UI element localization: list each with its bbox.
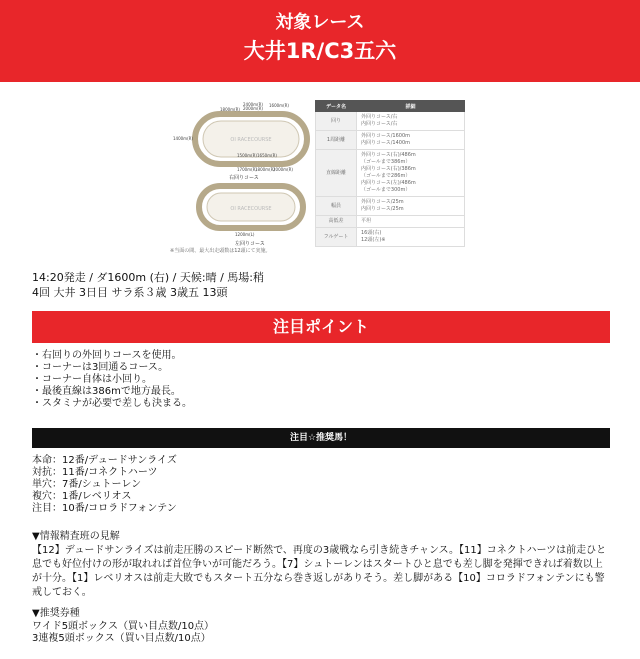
pick-watch: 注目：10番/コロラドフォンテン	[32, 503, 177, 514]
inner-course	[199, 186, 303, 247]
picks-section-title: 注目☆推奨馬！	[32, 428, 610, 448]
table-key: 回り	[316, 112, 357, 131]
table-key: 幅員	[316, 197, 357, 216]
course-info-table	[315, 100, 465, 247]
course-note: ※当面の間、最大出走頭数は12頭にて実施。	[170, 248, 271, 254]
course-logo-2: OI RACECOURSE	[230, 206, 272, 212]
list-item: ・スタミナが必要で差しも決まる。	[32, 398, 192, 409]
focus-section-title: 注目ポイント	[32, 311, 610, 343]
table-row	[316, 228, 465, 247]
race-info	[32, 270, 264, 300]
analysis-title: ▼情報精査班の見解	[32, 531, 120, 542]
picks-list	[32, 455, 177, 515]
focus-points-list	[32, 350, 192, 410]
distance-mark-2000: 2000m(R)	[243, 106, 263, 111]
bet-wide-box: ワイド5頭ボックス（買い目点数/10点）	[32, 621, 215, 632]
table-value: 外回りコース/25m 内回りコース/25m	[357, 197, 465, 216]
distance-mark-2400: 2400m(R)	[243, 102, 263, 107]
outer-course	[173, 102, 307, 181]
distance-mark-2000b: 2000m(R)	[273, 167, 293, 172]
table-key: 直線距離	[316, 150, 357, 197]
table-row	[316, 216, 465, 228]
bet-types-title: ▼推奨券種	[32, 608, 80, 619]
pick-place-dark-horse: 複穴：1番/レベリオス	[32, 491, 132, 502]
course-map	[165, 100, 310, 258]
table-key: 高低差	[316, 216, 357, 228]
bet-types-list	[32, 621, 214, 645]
table-row	[316, 112, 465, 131]
pick-dark-horse: 単穴：7番/シュトーレン	[32, 479, 142, 490]
list-item: ・右回りの外回りコースを使用。	[32, 350, 182, 361]
table-row	[316, 131, 465, 150]
table-value: 外回りコース(右)/486m （ゴールまで386m） 内回りコース(右)/386m （ゴールまで286m） 内回りコース(左)/486m （ゴールまで300m）	[357, 150, 465, 197]
table-value: 外回りコース/1600m 内回りコース/1400m	[357, 131, 465, 150]
outer-course-label: 右回りコース	[229, 175, 259, 181]
list-item: ・コーナー自体は小回り。	[32, 374, 152, 385]
pick-rival: 対抗：11番/コネクトハーツ	[32, 467, 158, 478]
bet-trio-box: 3連複5頭ボックス（買い目点数/10点）	[32, 633, 211, 644]
table-value: 平坦	[357, 216, 465, 228]
course-logo: OI RACECOURSE	[230, 137, 272, 143]
race-conditions: 14:20発走 / ダ1600m (右) / 天候:晴 / 馬場:稍	[32, 271, 264, 284]
table-row	[316, 197, 465, 216]
race-name: 大井1R/C3五六	[243, 39, 397, 63]
table-value: 外回りコース/右 内回りコース/右	[357, 112, 465, 131]
distance-mark-1200: 1200m(L)	[235, 232, 255, 237]
header-title: 対象レース	[275, 12, 365, 33]
table-row	[316, 150, 465, 197]
distance-mark-1800b: 1800m(R)	[255, 167, 275, 172]
distance-mark-1600: 1600m(R)	[269, 103, 289, 108]
table-header-row	[316, 101, 465, 112]
distance-mark-1650: 1650m(R)	[257, 153, 277, 158]
distance-mark-1400: 1400m(R)	[173, 136, 193, 141]
analysis-body: 【12】デュードサンライズは前走圧勝のスピード断然で、再度の3歳戦なら引き続きチャンス。【11】コネクトハーツは前走ひと息でも好位付けの形が取れれば首位争いが可能だろう。【7】シュトーレンはスタートひと息でも差し脚を発揮できれば着数以上が十分。【1】レベリオスは前走大敗でもスタート五分なら巻き返しがありそう。差し脚がある【10】コロラドフォンテンにも警戒しておく。	[32, 545, 607, 598]
pick-main: 本命：12番/デュードサンライズ	[32, 455, 177, 466]
race-header	[0, 0, 640, 82]
table-key: 1周距離	[316, 131, 357, 150]
distance-mark-1500: 1500m(R)	[237, 153, 257, 158]
list-item: ・コーナーは3回通るコース。	[32, 362, 169, 373]
table-header: データ名	[316, 101, 357, 112]
table-key: フルゲート	[316, 228, 357, 247]
table-value: 16頭(右) 12頭(左)※	[357, 228, 465, 247]
race-class: 4回 大井 3日目 サラ系３歳 3歳五 13頭	[32, 286, 228, 299]
distance-mark-1800: 1800m(R)	[220, 107, 240, 112]
inner-course-label: 左回りコース	[235, 241, 265, 247]
table-header: 詳細	[357, 101, 465, 112]
distance-mark-1700: 1700m(R)	[237, 167, 257, 172]
list-item: ・最後直線は386mで地方最長。	[32, 386, 181, 397]
